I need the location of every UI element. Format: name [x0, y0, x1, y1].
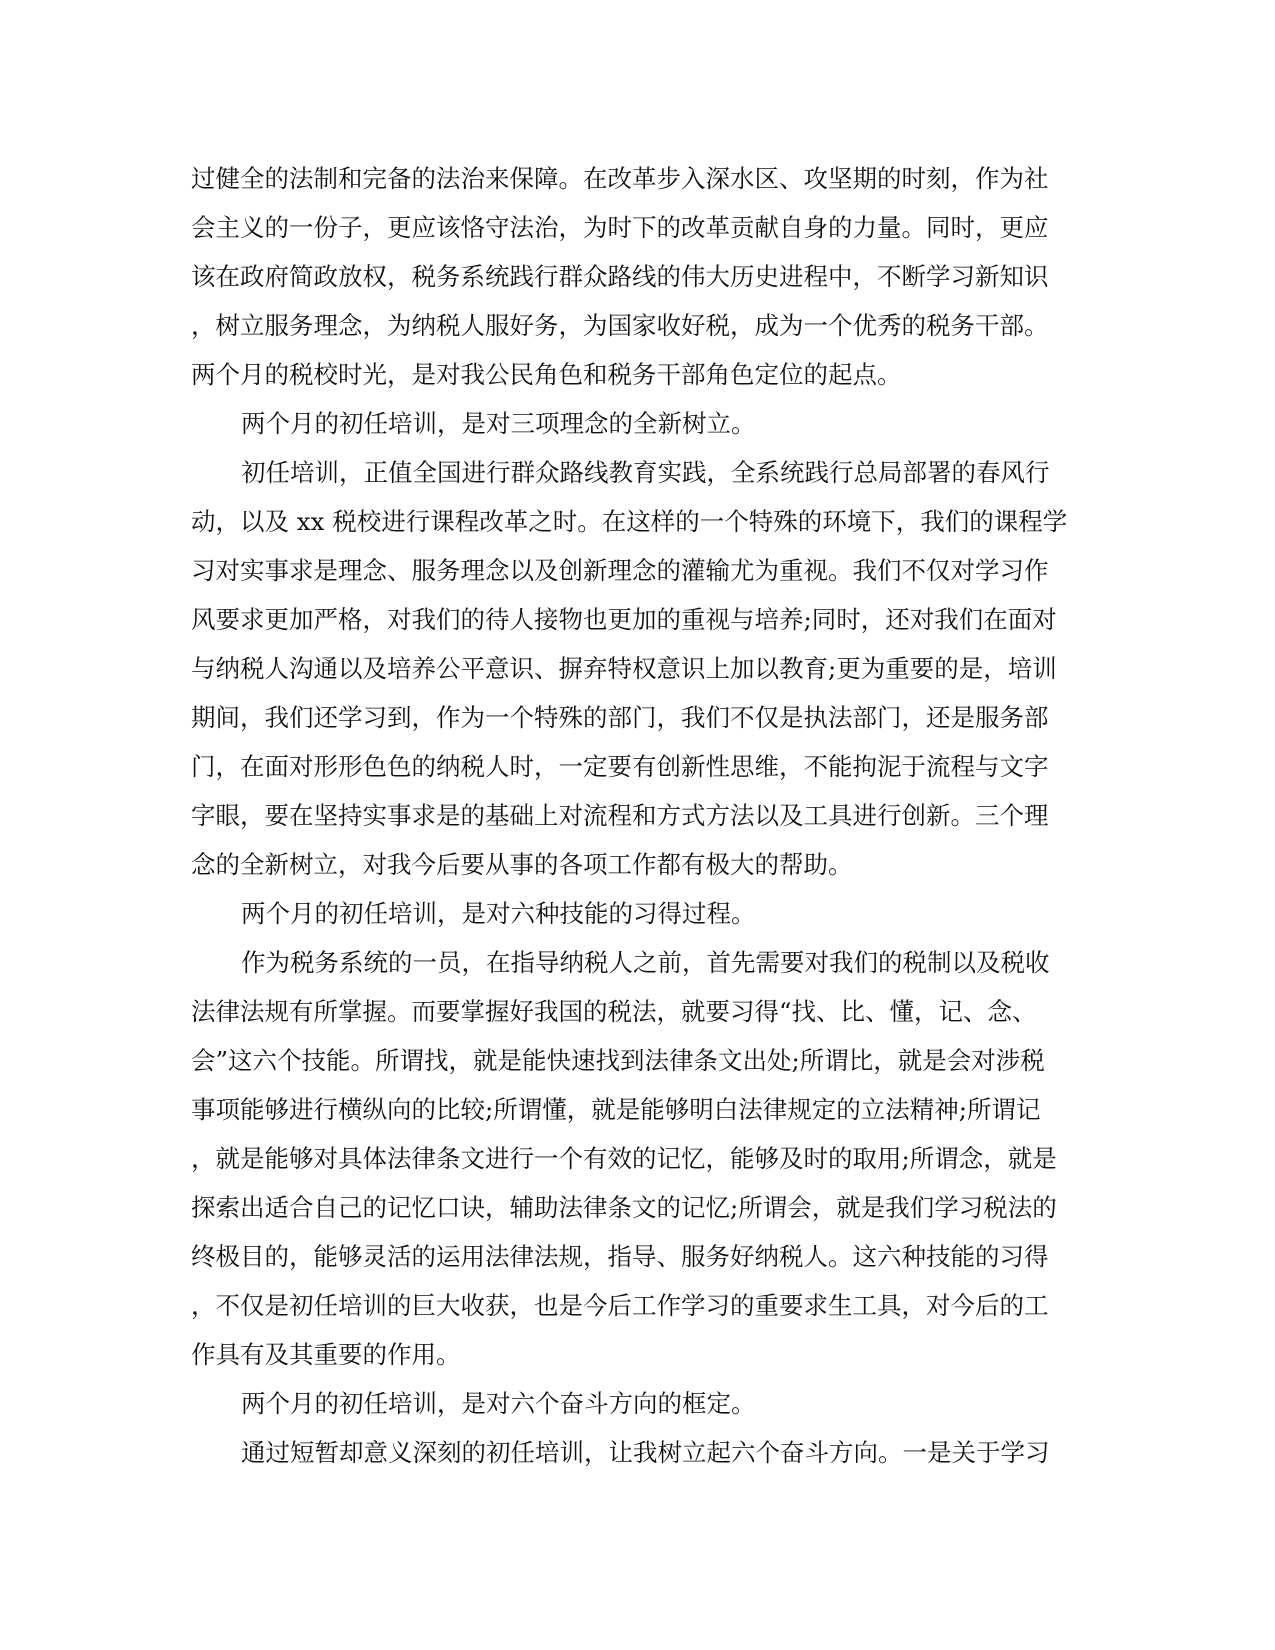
text-line: 会主义的一份子，更应该恪守法治，为时下的改革贡献自身的力量。同时，更应: [191, 213, 1049, 242]
text-line: ，就是能够对具体法律条文进行一个有效的记忆，能够及时的取用;所谓念，就是: [191, 1144, 1057, 1173]
text-line: 念的全新树立，对我今后要从事的各项工作都有极大的帮助。: [191, 850, 853, 879]
text-line: 作具有及其重要的作用。: [191, 1340, 461, 1369]
text-line: 习对实事求是理念、服务理念以及创新理念的灌输尤为重视。我们不仅对学习作: [191, 556, 1049, 585]
text-line: 字眼，要在坚持实事求是的基础上对流程和方式方法以及工具进行创新。三个理: [191, 801, 1049, 830]
text-line: 通过短暂却意义深刻的初任培训，让我树立起六个奋斗方向。一是关于学习: [241, 1438, 1050, 1467]
text-line: 期间，我们还学习到，作为一个特殊的部门，我们不仅是执法部门，还是服务部: [191, 703, 1049, 732]
text-line: 探索出适合自己的记忆口诀，辅助法律条文的记忆;所谓会，就是我们学习税法的: [191, 1193, 1057, 1222]
text-line: 两个月的初任培训，是对六种技能的习得过程。: [241, 899, 756, 928]
text-line: 两个月的初任培训，是对六个奋斗方向的框定。: [241, 1389, 756, 1418]
text-line: 作为税务系统的一员，在指导纳税人之前，首先需要对我们的税制以及税收: [241, 948, 1050, 977]
text-line: 过健全的法制和完备的法治来保障。在改革步入深水区、攻坚期的时刻，作为社: [191, 164, 1049, 193]
text-line: 该在政府简政放权，税务系统践行群众路线的伟大历史进程中，不断学习新知识: [191, 262, 1049, 291]
text-line: 与纳税人沟通以及培养公平意识、摒弃特权意识上加以教育;更为重要的是，培训: [191, 654, 1057, 683]
text-line: ，不仅是初任培训的巨大收获，也是今后工作学习的重要求生工具，对今后的工: [191, 1291, 1049, 1320]
text-line: 法律法规有所掌握。而要掌握好我国的税法，就要习得“找、比、懂，记、念、: [191, 997, 1037, 1026]
text-line: 事项能够进行横纵向的比较;所谓懂，就是能够明白法律规定的立法精神;所谓记: [191, 1095, 1041, 1124]
body-text: [191, 154, 1071, 1477]
text-line: 动，以及 xx 税校进行课程改革之时。在这样的一个特殊的环境下，我们的课程学: [191, 507, 1068, 536]
text-line: 会”这六个技能。所谓找，就是能快速找到法律条文出处;所谓比，就是会对涉税: [191, 1046, 1045, 1075]
text-line: 风要求更加严格，对我们的待人接物也更加的重视与培养;同时，还对我们在面对: [191, 605, 1057, 634]
text-line: ，树立服务理念，为纳税人服好务，为国家收好税，成为一个优秀的税务干部。: [191, 311, 1049, 340]
text-line: 两个月的税校时光，是对我公民角色和税务干部角色定位的起点。: [191, 360, 902, 389]
text-line: 初任培训，正值全国进行群众路线教育实践，全系统践行总局部署的春风行: [241, 458, 1050, 487]
text-line: 终极目的，能够灵活的运用法律法规，指导、服务好纳税人。这六种技能的习得: [191, 1242, 1049, 1271]
text-line: 门，在面对形形色色的纳税人时，一定要有创新性思维，不能拘泥于流程与文字: [191, 752, 1049, 781]
text-line: 两个月的初任培训，是对三项理念的全新树立。: [241, 409, 756, 438]
